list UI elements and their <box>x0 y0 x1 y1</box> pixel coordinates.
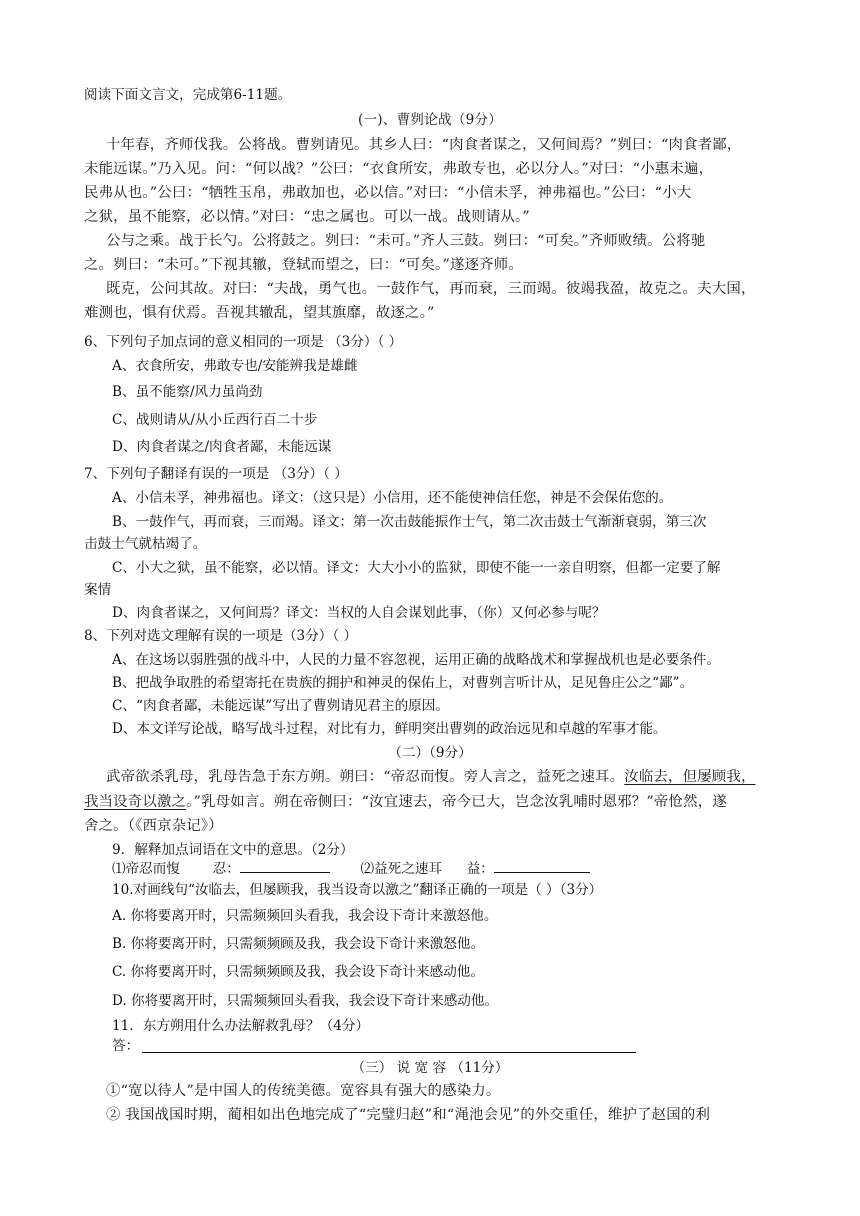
section3-title: （三） 说 宽 容 （11分） <box>351 1060 509 1076</box>
question-6-option: B、虽不能察/风力虽尚劲 <box>112 384 263 400</box>
answer-blank-1[interactable] <box>240 858 330 873</box>
question-9-stem: 9．解释加点词语在文中的意思。（2分） <box>112 842 354 858</box>
question-8-stem: 8、下列对选文理解有误的一项是（3分）（ ） <box>84 628 358 644</box>
question-7-stem: 7、下列句子翻译有误的一项是 （3分）（ ） <box>84 466 348 482</box>
question-8-option: C、“肉食者鄙，未能远谋”写出了曹刿请见君主的原因。 <box>112 698 449 714</box>
passage2-underlined: 我当设奇以激之 <box>84 794 187 810</box>
passage1-line: 十年春，齐师伐我。公将战。曹刿请见。其乡人曰：“肉食者谋之，又何间焉？”刿曰：“肉食者鄙， <box>106 137 742 153</box>
question-7-option: B、一鼓作气，再而衰，三而竭。译文：第一次击鼓能振作士气，第二次击鼓士气渐渐衰弱，第三次 <box>112 514 707 530</box>
passage2-text: 武帝欲杀乳母，乳母告急于东方朔。朔曰：“帝忍而愎。旁人言之，益死之速耳。 <box>106 769 625 785</box>
passage1-line: 之狱，虽不能察，必以情。”对曰：“忠之属也。可以一战。战则请从。” <box>84 209 530 225</box>
intro-text: 阅读下面文言文，完成第6-11题。 <box>84 87 292 103</box>
question-11-answer-label: 答： <box>112 1038 140 1054</box>
passage3-line: ② 我国战国时期，蔺相如出色地完成了“完璧归赵”和“渑池会见”的外交重任，维护了赵国的利 <box>106 1107 711 1123</box>
question-9-item-2-label: 益： <box>466 861 494 877</box>
question-7-option: C、小大之狱，虽不能察，必以情。译文：大大小小的监狱，即使不能一一亲自明察，但都一定要了解 <box>112 560 721 576</box>
passage2-line: 舍之。（《西京杂记》） <box>84 818 223 834</box>
question-10-option: B. 你将要离开时，只需频频顾及我，我会设下奇计来激怒他。 <box>112 936 485 952</box>
question-6-option: D、肉食者谋之/肉食者鄙，未能远谋 <box>112 439 332 455</box>
question-7-option: D、肉食者谋之，又何间焉？译文：当权的人自会谋划此事，（你）又何必参与呢？ <box>112 605 606 621</box>
question-10-stem: 10.对画线句“汝临去，但屡顾我，我当设奇以激之”翻译正确的一项是（ ）（3分） <box>112 882 603 898</box>
question-6-option: A、衣食所安，弗敢专也/安能辨我是雄雌 <box>112 358 358 374</box>
question-7-option-cont: 击鼓士气就枯竭了。 <box>84 536 207 552</box>
passage1-line: 未能远谋。”乃入见。问：“何以战？”公曰：“衣食所安，弗敢专也，必以分人。”对曰：“小惠未遍， <box>84 161 714 177</box>
question-8-option: A、在这场以弱胜强的战斗中，人民的力量不容忽视，运用正确的战略战术和掌握战机也是必要条件。 <box>112 652 720 668</box>
answer-blank-2[interactable] <box>494 858 590 873</box>
passage1-line: 既克，公问其故。对曰：“夫战，勇气也。一鼓作气，再而衰，三而竭。彼竭我盈，故克之。夫大国， <box>106 281 756 297</box>
passage2-line <box>84 792 727 812</box>
question-9-items <box>112 858 590 879</box>
question-6-stem: 6、下列句子加点词的意义相同的一项是 （3分）（ ） <box>84 334 403 350</box>
question-9-item-2: ⑵益死之速耳 <box>360 861 443 877</box>
passage1-line: 难测也，惧有伏焉。吾视其辙乱，望其旗靡，故逐之。” <box>84 305 435 321</box>
question-7-option-cont: 案情 <box>84 582 112 598</box>
passage1-line: 公与之乘。战于长勺。公将鼓之。刿曰：“未可。”齐人三鼓。刿曰：“可矣。”齐师败绩。公将驰 <box>106 233 706 249</box>
answer-line[interactable] <box>142 1052 636 1053</box>
passage2-text: 。”乳母如言。朔在帝侧曰：“汝宜速去，帝今已大，岂念汝乳哺时恩邪？”帝怆然，遂 <box>186 794 727 810</box>
question-11-stem: 11．东方朔用什么办法解救乳母？（4分） <box>112 1018 370 1034</box>
question-10-option: D. 你将要离开时，只需频频回头看我，我会设下奇计来感动他。 <box>112 993 499 1009</box>
passage3-line: ①“宽以待人”是中国人的传统美德。宽容具有强大的感染力。 <box>106 1083 501 1099</box>
section1-title: (一)、曹刿论战（9分） <box>358 112 502 128</box>
question-10-option: C. 你将要离开时，只需频频顾及我，我会设下奇计来感动他。 <box>112 964 484 980</box>
section2-title: （二）（9分） <box>388 745 472 761</box>
question-7-option: A、小信未孚，神弗福也。译文：（这只是）小信用，还不能使神信任您，神是不会保佑您的。 <box>112 490 673 506</box>
passage1-line: 之。刿曰：“未可。”下视其辙，登轼而望之，曰：“可矣。”遂逐齐师。 <box>84 257 523 273</box>
passage2-line <box>106 767 756 787</box>
question-9-item-1-label: 忍： <box>212 861 240 877</box>
question-8-option: B、把战争取胜的希望寄托在贵族的拥护和神灵的保佑上，对曹刿言听计从，足见鲁庄公之“鄙”。 <box>112 675 694 691</box>
passage1-line: 民弗从也。”公曰：“牺牲玉帛，弗敢加也，必以信。”对曰：“小信未孚，神弗福也。”公曰：“小大 <box>84 185 692 201</box>
question-9-item-1: ⑴帝忍而愎 <box>112 861 180 877</box>
question-10-option: A. 你将要离开时，只需频频回头看我，我会设下奇计来激怒他。 <box>112 908 498 924</box>
question-6-option: C、战则请从/从小丘西行百二十步 <box>112 412 318 428</box>
question-8-option: D、本文详写论战，略写战斗过程，对比有力，鲜明突出曹刿的政治远见和卓越的军事才能。 <box>112 721 667 737</box>
passage2-underlined: 汝临去，但屡顾我， <box>624 769 756 785</box>
